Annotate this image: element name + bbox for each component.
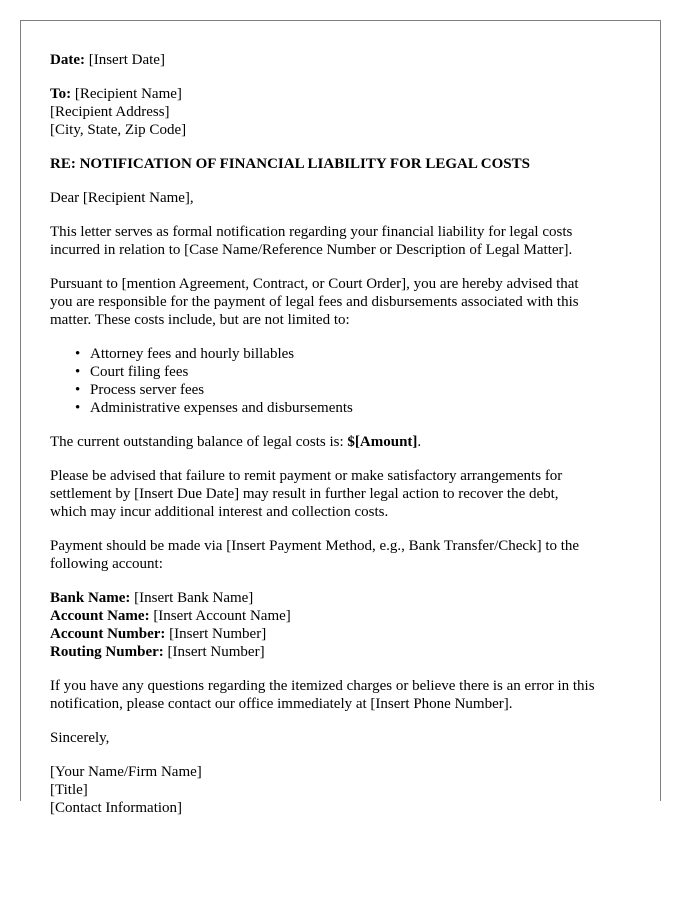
signature-contact: [Contact Information]	[50, 800, 183, 816]
intro-line: This letter serves as formal notification regarding your financial liability for legal costs	[50, 224, 573, 240]
to-label: To:	[50, 86, 72, 102]
warning-line: which may incur additional interest and collection costs.	[50, 504, 389, 520]
list-item	[75, 363, 640, 381]
list-item	[75, 381, 640, 399]
warning-paragraph	[50, 467, 640, 521]
list-item-label: Attorney fees and hourly billables	[90, 346, 295, 362]
list-item	[75, 399, 640, 417]
routing-number-label: Routing Number:	[50, 644, 164, 660]
warning-line: settlement by [Insert Due Date] may result in further legal action to recover the debt,	[50, 486, 559, 502]
questions-line: If you have any questions regarding the itemized charges or believe there is an error in this	[50, 678, 595, 694]
bullet-icon: •	[75, 382, 81, 398]
payment-line: following account:	[50, 556, 163, 572]
date-label: Date:	[50, 52, 85, 68]
signature-block	[50, 763, 640, 817]
recipient-address: [Recipient Address]	[50, 104, 170, 120]
balance-amount: $[Amount]	[347, 434, 418, 450]
signature-title: [Title]	[50, 782, 88, 798]
account-name-row	[50, 607, 640, 625]
bullet-icon: •	[75, 346, 81, 362]
recipient-city: [City, State, Zip Code]	[50, 122, 187, 138]
recipient-name: [Recipient Name]	[74, 86, 182, 102]
intro-line: incurred in relation to [Case Name/Reference Number or Description of Legal Matter].	[50, 242, 573, 258]
warning-line: Please be advised that failure to remit payment or make satisfactory arrangements for	[50, 468, 563, 484]
balance-text: The current outstanding balance of legal costs is:	[50, 434, 348, 450]
bank-name-row	[50, 589, 640, 607]
date-line	[50, 51, 640, 69]
closing: Sincerely,	[50, 730, 110, 746]
account-number-label: Account Number:	[50, 626, 166, 642]
list-item-label: Process server fees	[90, 382, 205, 398]
questions-line: notification, please contact our office immediately at [Insert Phone Number].	[50, 696, 513, 712]
list-item-label: Court filing fees	[90, 364, 189, 380]
intro-paragraph	[50, 223, 640, 259]
date-value: [Insert Date]	[88, 52, 165, 68]
salutation: Dear [Recipient Name],	[50, 190, 194, 206]
balance-paragraph	[50, 433, 640, 451]
pursuant-paragraph	[50, 275, 640, 329]
list-item-label: Administrative expenses and disbursements	[90, 400, 353, 416]
pursuant-line: matter. These costs include, but are not limited to:	[50, 312, 350, 328]
account-name-label: Account Name:	[50, 608, 150, 624]
questions-paragraph	[50, 677, 640, 713]
routing-number-row	[50, 643, 640, 661]
balance-end: .	[417, 434, 422, 450]
recipient-block	[50, 85, 640, 139]
letter-body	[50, 51, 640, 817]
pursuant-line: Pursuant to [mention Agreement, Contract, or Court Order], you are hereby advised that	[50, 276, 579, 292]
routing-number-value: [Insert Number]	[163, 644, 265, 660]
payment-paragraph	[50, 537, 640, 573]
pursuant-line: you are responsible for the payment of legal fees and disbursements associated with this	[50, 294, 579, 310]
account-number-row	[50, 625, 640, 643]
subject-line: RE: NOTIFICATION OF FINANCIAL LIABILITY FOR LEGAL COSTS	[50, 156, 530, 172]
signature-name: [Your Name/Firm Name]	[50, 764, 202, 780]
letter-page	[20, 20, 661, 816]
payment-line: Payment should be made via [Insert Payment Method, e.g., Bank Transfer/Check] to the	[50, 538, 580, 554]
bank-name-label: Bank Name:	[50, 590, 131, 606]
account-number-value: [Insert Number]	[165, 626, 267, 642]
bank-name-value: [Insert Bank Name]	[130, 590, 254, 606]
list-item	[75, 345, 640, 363]
bullet-icon: •	[75, 364, 81, 380]
bank-details	[50, 589, 640, 661]
account-name-value: [Insert Account Name]	[149, 608, 291, 624]
cost-list	[50, 345, 640, 417]
bullet-icon: •	[75, 400, 81, 416]
